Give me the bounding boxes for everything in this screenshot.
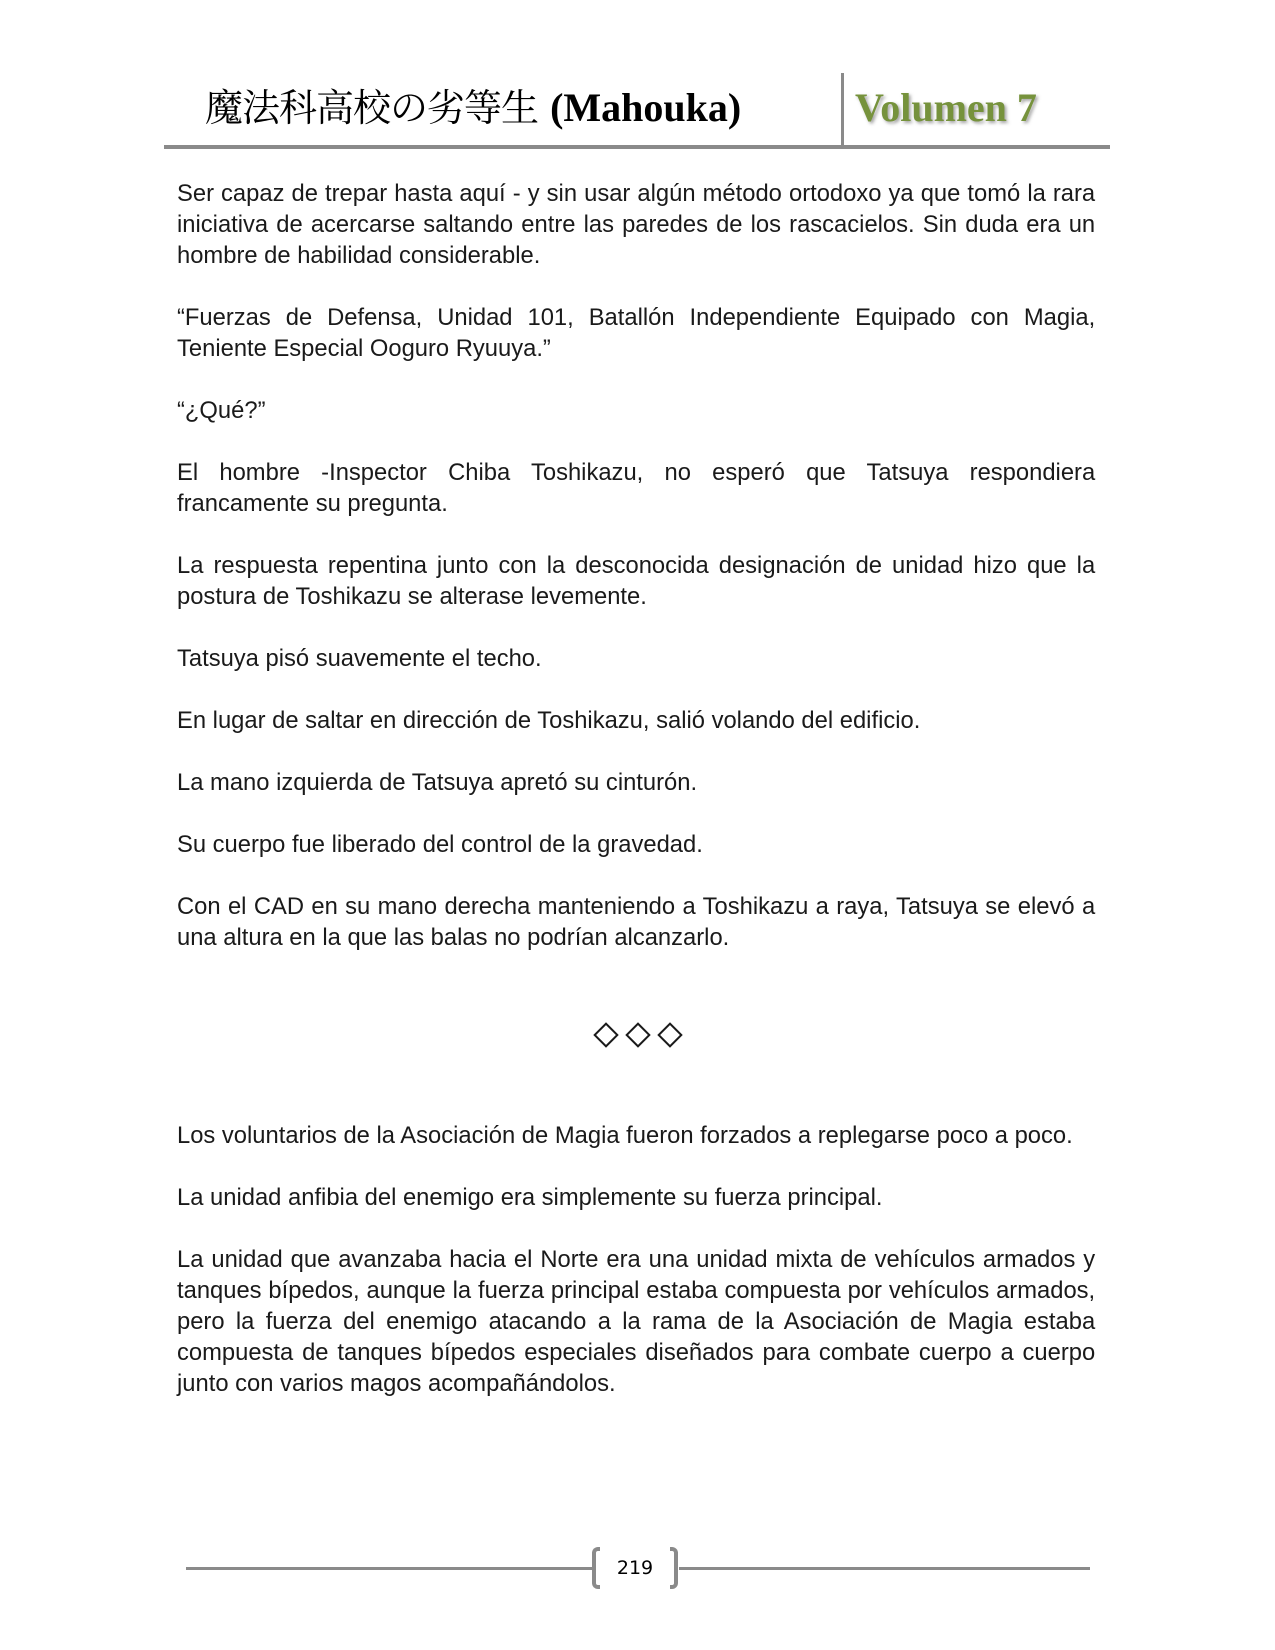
paragraph: Ser capaz de trepar hasta aquí - y sin usar algún método ortodoxo ya que tomó la rara iniciativa de acercarse saltando entre las paredes de los rascacielos. Sin duda era un hombre de habilidad considerable. bbox=[177, 180, 1096, 269]
paragraph: La unidad que avanzaba hacia el Norte era una unidad mixta de vehículos armados y tanques bípedos, aunque la fuerza principal estaba compuesta por vehículos armados, pero la fuerza del enemigo atacando a la rama de la Asociación de Magia estaba compuesta de tanques bípedos especiales diseñados para combate cuerpo a cuerpo junto con varios magos acompañándolos. bbox=[177, 1246, 1096, 1397]
paragraph: Tatsuya pisó suavemente el techo. bbox=[177, 645, 542, 672]
paragraph: Su cuerpo fue liberado del control de la gravedad. bbox=[177, 831, 703, 858]
volume-label: Volumen 7 bbox=[855, 85, 1037, 130]
header-vertical-divider bbox=[841, 73, 844, 149]
paragraph: “¿Qué?” bbox=[177, 397, 266, 424]
footer-rule-left bbox=[186, 1567, 593, 1570]
page-number: 219 bbox=[616, 1557, 654, 1579]
paragraph: Con el CAD en su mano derecha manteniendo a Toshikazu a raya, Tatsuya se elevó a una altura en la que las balas no podrían alcanzarlo. bbox=[177, 893, 1096, 951]
paragraph: En lugar de saltar en dirección de Toshikazu, salió volando del edificio. bbox=[177, 707, 921, 734]
paragraph: “Fuerzas de Defensa, Unidad 101, Batallón Independiente Equipado con Magia, Teniente Especial Ooguro Ryuuya.” bbox=[177, 304, 1096, 362]
body-text-section-2 bbox=[177, 1120, 1096, 1430]
white-diamond-icon bbox=[657, 1022, 682, 1047]
white-diamond-icon bbox=[593, 1022, 618, 1047]
book-title-japanese: 魔法科高校の劣等生 bbox=[205, 86, 539, 130]
footer-rule-right bbox=[679, 1567, 1090, 1570]
white-diamond-icon bbox=[625, 1022, 650, 1047]
body-text-section-1 bbox=[177, 178, 1096, 984]
right-bracket-icon bbox=[670, 1547, 678, 1589]
left-bracket-icon bbox=[592, 1547, 600, 1589]
paragraph: La respuesta repentina junto con la desconocida designación de unidad hizo que la postura de Toshikazu se alterase levemente. bbox=[177, 552, 1096, 610]
paragraph: La unidad anfibia del enemigo era simplemente su fuerza principal. bbox=[177, 1184, 883, 1211]
paragraph: El hombre -Inspector Chiba Toshikazu, no esperó que Tatsuya respondiera francamente su pregunta. bbox=[177, 459, 1096, 517]
scene-break bbox=[0, 1022, 1275, 1048]
header-rule bbox=[164, 145, 1110, 149]
book-title bbox=[205, 83, 741, 133]
paragraph: Los voluntarios de la Asociación de Magia fueron forzados a replegarse poco a poco. bbox=[177, 1122, 1073, 1149]
book-title-romanized: (Mahouka) bbox=[550, 85, 742, 130]
paragraph: La mano izquierda de Tatsuya apretó su cinturón. bbox=[177, 769, 698, 796]
